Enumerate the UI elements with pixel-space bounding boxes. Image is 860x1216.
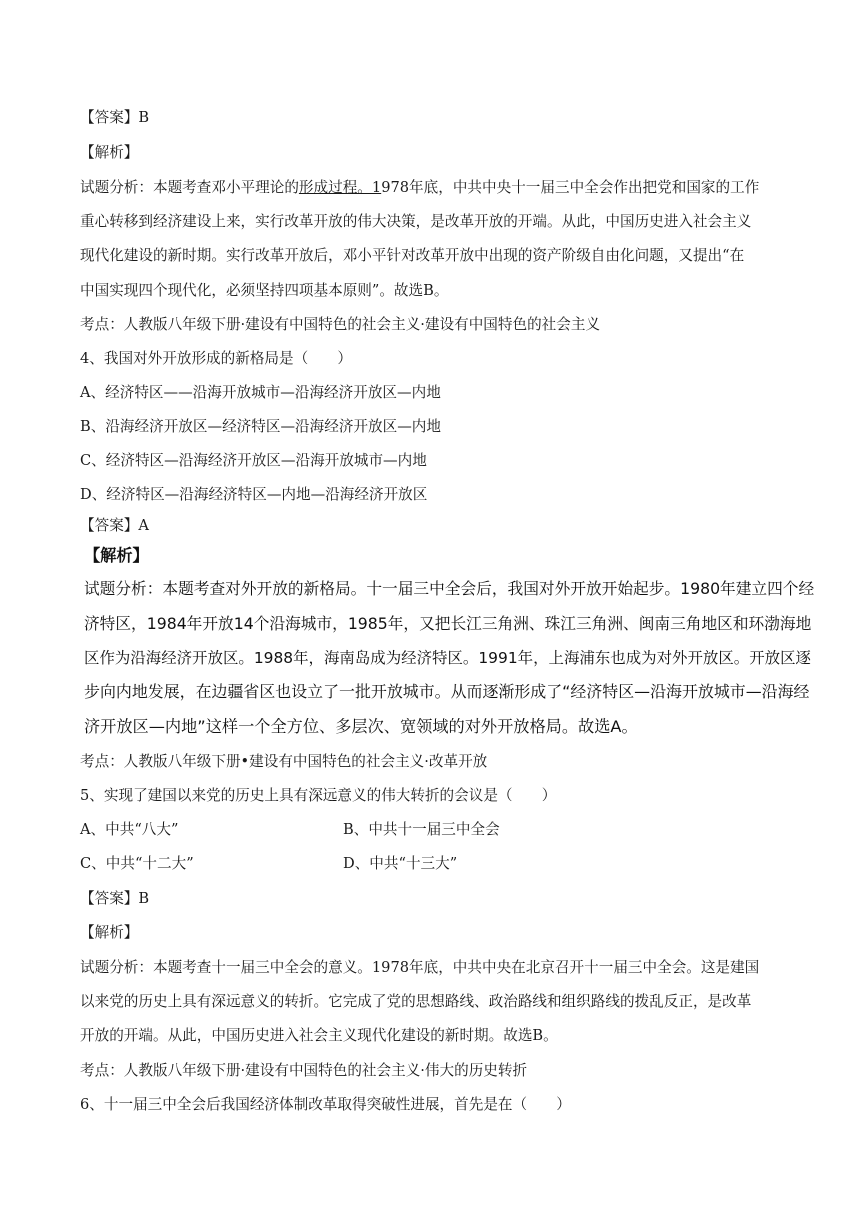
q4-option-a: A、经济特区——沿海开放城市—沿海经济开放区—内地 xyxy=(80,384,441,401)
q4-explanation-line-1: 试题分析：本题考查对外开放的新格局。十一届三中全会后，我国对外开放开始起步。1980年建立四个经 xyxy=(84,579,815,598)
q4-analysis-label: 【解析】 xyxy=(84,546,149,565)
q4-option-c: C、经济特区—沿海经济开放区—沿海开放城市—内地 xyxy=(80,452,427,469)
q3-underlined-text: 形成过程。1 xyxy=(298,179,382,196)
q5-question: 5、实现了建国以来党的历史上具有深远意义的伟大转折的会议是（ ） xyxy=(80,787,557,804)
q5-option-c: C、中共“十二大” xyxy=(80,855,194,872)
q3-explanation-line-4: 中国实现四个现代化，必须坚持四项基本原则”。故选B。 xyxy=(80,282,449,299)
q6-question: 6、十一届三中全会后我国经济体制改革取得突破性进展，首先是在（ ） xyxy=(80,1096,571,1113)
q5-explanation-line-1: 试题分析：本题考查十一届三中全会的意义。1978年底，中共中央在北京召开十一届三中全会。这是建国 xyxy=(80,959,760,976)
q5-option-d: D、中共“十三大” xyxy=(343,855,458,872)
q3-explanation-line-3: 现代化建设的新时期。实行改革开放后，邓小平针对改革开放中出现的资产阶级自由化问题，又提出“在 xyxy=(80,247,745,264)
q3-analysis-label: 【解析】 xyxy=(80,144,139,161)
q5-option-b: B、中共十一届三中全会 xyxy=(343,821,500,838)
q4-explanation-line-4: 步向内地发展，在边疆省区也设立了一批开放城市。从而逐渐形成了“经济特区—沿海开放城市—沿海经 xyxy=(84,682,810,701)
q4-option-d: D、经济特区—沿海经济特区—内地—沿海经济开放区 xyxy=(80,486,428,503)
q3-point: 考点：人教版八年级下册·建设有中国特色的社会主义·建设有中国特色的社会主义 xyxy=(80,316,601,333)
q5-options-row-2 xyxy=(80,854,780,874)
q4-option-b: B、沿海经济开放区—经济特区—沿海经济开放区—内地 xyxy=(80,418,441,435)
q4-explanation-line-2: 济特区，1984年开放14个沿海城市，1985年，又把长江三角洲、珠江三角洲、闽南三角地区和环渤海地 xyxy=(84,614,812,633)
q5-explanation-line-2: 以来党的历史上具有深远意义的转折。它完成了党的思想路线、政治路线和组织路线的拨乱反正，是改革 xyxy=(80,993,752,1010)
q3-explanation-line-1 xyxy=(80,178,759,198)
q5-options-row-1 xyxy=(80,820,780,840)
q4-question: 4、我国对外开放形成的新格局是（ ） xyxy=(80,350,352,367)
q5-option-a: A、中共“八大” xyxy=(80,821,179,838)
q3-explanation-text: 试题分析：本题考查邓小平理论的 xyxy=(80,179,299,196)
q4-explanation-line-3: 区作为沿海经济开放区。1988年，海南岛成为经济特区。1991年，上海浦东也成为对外开放区。开放区逐 xyxy=(84,649,811,667)
q5-point: 考点：人教版八年级下册·建设有中国特色的社会主义·伟大的历史转折 xyxy=(80,1062,528,1079)
q4-explanation-line-5: 济开放区—内地”这样一个全方位、多层次、宽领域的对外开放格局。故选A。 xyxy=(84,717,638,736)
q3-answer: 【答案】B xyxy=(80,109,150,126)
q3-explanation-line-2: 重心转移到经济建设上来，实行改革开放的伟大决策，是改革开放的开端。从此，中国历史进入社会主义 xyxy=(80,213,752,230)
q4-answer: 【答案】A xyxy=(80,517,149,534)
q4-point: 考点：人教版八年级下册•建设有中国特色的社会主义·改革开放 xyxy=(80,753,488,770)
q5-answer: 【答案】B xyxy=(80,890,150,907)
q5-explanation-line-3: 开放的开端。从此，中国历史进入社会主义现代化建设的新时期。故选B。 xyxy=(80,1027,558,1044)
q5-analysis-label: 【解析】 xyxy=(80,924,139,941)
q3-explanation-text: 978年底，中共中央十一届三中全会作出把党和国家的工作 xyxy=(381,179,760,196)
